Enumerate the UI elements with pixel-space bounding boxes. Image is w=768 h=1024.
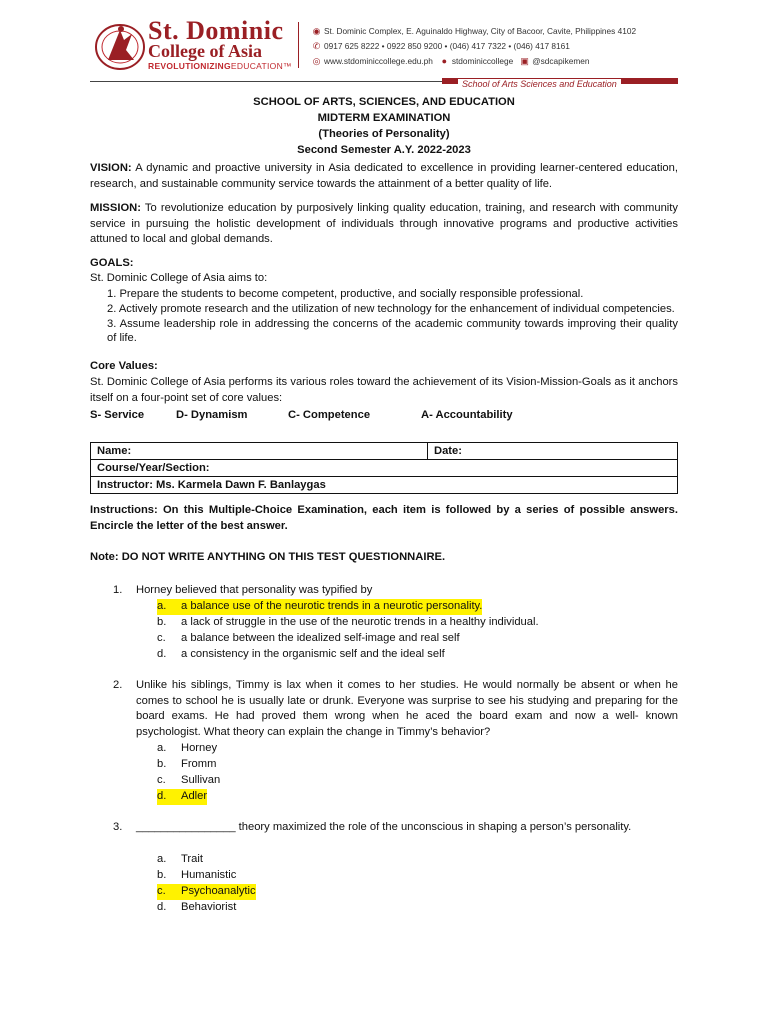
goals-list — [107, 287, 678, 346]
vision-label: VISION: — [90, 162, 132, 174]
logo-line-1: St. Dominic — [148, 16, 284, 45]
option-a[interactable]: a. a balance use of the neurotic trends in a neurotic personality. — [157, 599, 482, 615]
logo-emblem-icon — [94, 20, 146, 72]
core-values-label: Core Values: — [90, 360, 158, 372]
question-text: ________________ theory maximized the role of the unconscious in shaping a person’s personality. — [136, 821, 632, 833]
core-value-item: D- Dynamism — [176, 409, 248, 421]
school-title: SCHOOL OF ARTS, SCIENCES, AND EDUCATION — [253, 96, 515, 108]
option-d[interactable]: d. Adler — [157, 789, 207, 805]
note: Note: DO NOT WRITE ANYTHING ON THIS TEST QUESTIONNAIRE. — [90, 551, 446, 563]
goal-item: 3. Assume leadership role in addressing the concerns of the academic community towards improving their quality of life. — [107, 317, 678, 345]
instructions: Instructions: On this Multiple-Choice Examination, each item is followed by a series of possible answers. Encircle the letter of the best answer. — [90, 504, 678, 532]
logo-line-2: College of Asia — [148, 41, 262, 61]
option-c[interactable]: c. a balance between the idealized self-image and real self — [157, 632, 460, 644]
core-value-item: A- Accountability — [421, 409, 513, 421]
address: St. Dominic Complex, E. Aguinaldo Highway, City of Bacoor, Cavite, Philippines 4102 — [324, 26, 637, 36]
phone-icon: ✆ — [312, 41, 321, 51]
instructor-field: Instructor: Ms. Karmela Dawn F. Banlaygas — [91, 477, 678, 494]
mission-label: MISSION: — [90, 202, 141, 214]
instagram-icon: ▣ — [520, 56, 529, 66]
question-text: Unlike his siblings, Timmy is lax when it comes to her studies. He would normally be absent or when he comes to school he is usually late or drunk. Everyone was surprise to see his studying and preparing for the board exams. He had proved them wrong when he aced the board exam and now a well- known psychologist. What theory can explain the change in Timmy’s behavior? — [136, 679, 678, 738]
core-value-item: S- Service — [90, 409, 145, 421]
core-values-text: St. Dominic College of Asia performs its various roles toward the achievement of its Vision-Mission-Goals as it anchors itself on a four-point set of core values: — [90, 376, 678, 404]
school-logo — [94, 18, 290, 74]
semester-title: Second Semester A.Y. 2022-2023 — [297, 144, 471, 156]
option-c[interactable]: c. Sullivan — [157, 774, 221, 786]
mission-paragraph — [90, 201, 678, 248]
facebook-icon: ● — [441, 56, 448, 66]
mission-text: To revolutionize education by purposively linking quality education, training, and research with community service in pursuing the holistic development of individuals through innovative programs and productive activities attuned to local and global demands. — [90, 202, 678, 246]
instagram-handle[interactable]: @sdcapikemen — [532, 56, 590, 66]
option-c[interactable]: c. Psychoanalytic — [157, 884, 256, 900]
facebook-handle[interactable]: stdominiccollege — [451, 56, 514, 66]
option-d[interactable]: d. a consistency in the organismic self and the ideal self — [157, 648, 445, 660]
name-field[interactable]: Name: — [91, 443, 428, 460]
header-divider — [298, 22, 299, 68]
question-text: Horney believed that personality was typified by — [136, 584, 373, 596]
question-number: 3. — [113, 821, 123, 833]
question-number: 2. — [113, 679, 123, 691]
logo-tagline: REVOLUTIONIZINGEDUCATION™ — [148, 61, 292, 71]
phone-numbers: 0917 625 8222 • 0922 850 9200 • (046) 417 7322 • (046) 417 8161 — [324, 41, 570, 51]
option-a[interactable]: a. Trait — [157, 853, 203, 865]
student-info-table — [90, 442, 678, 494]
goal-item: 1. Prepare the students to become competent, productive, and socially responsible professional. — [107, 288, 584, 300]
date-field[interactable]: Date: — [428, 443, 678, 460]
goals-intro: St. Dominic College of Asia aims to: — [90, 272, 268, 284]
goals-label: GOALS: — [90, 257, 134, 269]
vision-text: A dynamic and proactive university in Asia dedicated to excellence in providing learner-centered education, research, and sustainable community service towards the attainment of a better quality of life. — [90, 162, 678, 190]
exam-title — [0, 94, 768, 158]
exam-type: MIDTERM EXAMINATION — [317, 112, 451, 124]
location-pin-icon: ◉ — [312, 26, 321, 36]
goal-item: 2. Actively promote research and the utilization of new technology for the enhancement of individual competencies. — [107, 302, 675, 315]
globe-icon: ◎ — [312, 56, 321, 66]
website-link[interactable]: www.stdominiccollege.edu.ph — [324, 56, 433, 66]
vision-paragraph — [90, 161, 678, 192]
option-b[interactable]: b. a lack of struggle in the use of the neurotic trends in a healthy individual. — [157, 616, 539, 628]
course-field[interactable]: Course/Year/Section: — [91, 460, 678, 477]
option-b[interactable]: b. Fromm — [157, 758, 217, 770]
option-b[interactable]: b. Humanistic — [157, 869, 237, 881]
core-value-item: C- Competence — [288, 409, 371, 421]
option-a[interactable]: a. Horney — [157, 742, 218, 754]
option-d[interactable]: d. Behaviorist — [157, 901, 237, 913]
subject-title: (Theories of Personality) — [318, 128, 450, 140]
question-number: 1. — [113, 584, 123, 596]
contact-info — [312, 24, 636, 69]
department-label: School of Arts Sciences and Education — [458, 79, 621, 89]
